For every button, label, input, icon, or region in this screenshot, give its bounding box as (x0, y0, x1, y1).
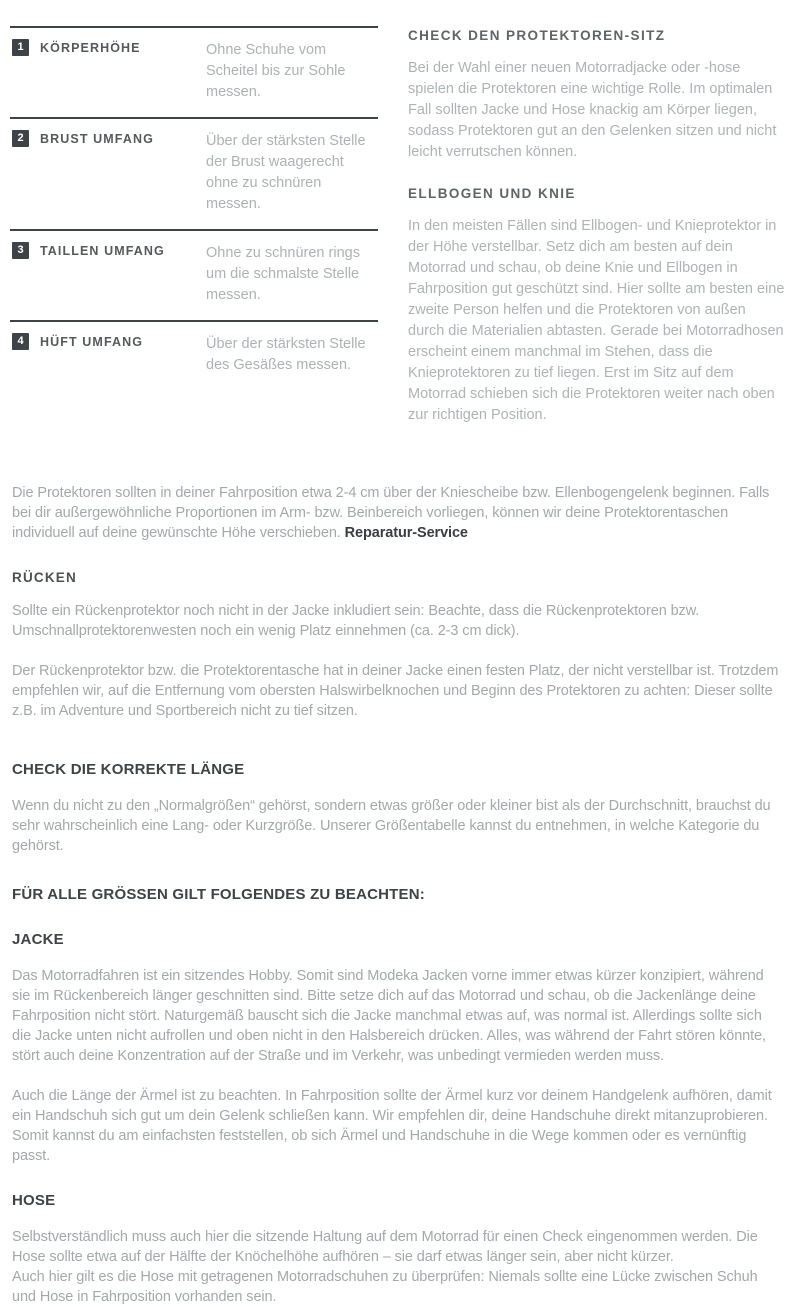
korrekte-laenge-heading: CHECK DIE KORREKTE LÄNGE (12, 761, 245, 778)
ruecken-paragraph-2: Der Rückenprotektor bzw. die Protektorentasche hat in deiner Jacke einen festen Platz, der nicht verstellbar ist. Trotzdem empfehlen wir, auf die Entfernung vom obersten Halswirbelknochen und Beginn des Protektoren zu achten: Dieser sollte z.B. im Adventure und Sportbereich nicht zu tief sitzen. (12, 663, 779, 719)
table-row (10, 229, 378, 320)
row-number-badge: 1 (12, 39, 29, 56)
measure-description: Über der stärksten Stelle der Brust waagerecht ohne zu schnüren messen. (206, 133, 366, 212)
protector-fit-column (408, 26, 786, 449)
table-row (10, 320, 378, 390)
row-number-badge: 2 (12, 130, 29, 147)
table-row (10, 117, 378, 229)
measure-description: Über der stärksten Stelle des Gesäßes messen. (206, 336, 366, 373)
measurement-table (10, 26, 378, 390)
jacke-heading: JACKE (12, 931, 64, 948)
hose-paragraph-line-1: Selbstverständlich muss auch hier die sitzende Haltung auf dem Motorrad für einen Check eingenommen werden. Die Hose sollte etwa auf der Hälfte der Knöchelhöhe aufhören – sie darf etwas länger sein, aber nicht kürzer. (12, 1229, 758, 1265)
protector-sitz-heading: CHECK DEN PROTEKTOREN-SITZ (408, 28, 666, 43)
alle-groessen-heading: FÜR ALLE GRÖSSEN GILT FOLGENDES ZU BEACHTEN: (12, 886, 425, 903)
hose-paragraph (12, 1227, 784, 1307)
measure-label: KÖRPERHÖHE (40, 41, 141, 55)
protector-sitz-paragraph: Bei der Wahl einer neuen Motorradjacke oder -hose spielen die Protektoren eine wichtige Rolle. Im optimalen Fall sollten Jacke und Hose knackig am Körper liegen, sodass Protektoren gut an den Gelenken sitzen und nicht leicht verrutschen können. (408, 60, 777, 160)
reparatur-service-link[interactable]: Reparatur-Service (344, 525, 468, 541)
protector-note-text: Die Protektoren sollten in deiner Fahrposition etwa 2-4 cm über der Kniescheibe bzw. Ellenbogengelenk beginnen. Falls bei dir außergewöhnliche Proportionen im Arm- bzw. Beinbereich vorliegen, können wir deine Protektorentaschen individuell auf deine gewünschte Höhe verschieben. (12, 485, 770, 541)
row-number-badge: 4 (12, 333, 29, 350)
korrekte-laenge-paragraph: Wenn du nicht zu den „Normalgrößen“ gehörst, sondern etwas größer oder kleiner bist als der Durchschnitt, brauchst du sehr wahrscheinlich eine Lang- oder Kurzgröße. Unserer Größentabelle kannst du entnehmen, in welche Kategorie du gehörst. (12, 798, 771, 854)
measure-description: Ohne zu schnüren rings um die schmalste Stelle messen. (206, 245, 360, 303)
jacke-paragraph-2: Auch die Länge der Ärmel ist zu beachten. In Fahrposition sollte der Ärmel kurz vor deinem Handgelenk aufhören, damit ein Handschuh sich gut um dein Gelenk schließen kann. Wir empfehlen dir, deine Handschuhe direkt mitanzuprobieren. Somit kannst du am einfachsten feststellen, ob sich Ärmel und Handschuhe in die Wege kommen oder es vernünftig passt. (12, 1088, 772, 1164)
row-number-badge: 3 (12, 242, 29, 259)
ellbogen-knie-paragraph: In den meisten Fällen sind Ellbogen- und Knieprotektor in der Höhe verstellbar. Setz dich am besten auf dein Motorrad und schau, ob deine Knie und Ellbogen in Fahrposition gut geschützt sind. Hier sollte am besten eine zweite Person helfen und die Protektoren von außen durch die Materialien abtasten. Gerade bei Motorradhosen erscheint einem manchmal im Stehen, dass die Knieprotektoren zu tief liegen. Erst im Sitz auf dem Motorrad schieben sich die Protektoren weiter nach oben zur richtigen Position. (408, 218, 785, 423)
top-area (10, 26, 786, 449)
ruecken-paragraph-1: Sollte ein Rückenprotektor noch nicht in der Jacke inkludiert sein: Beachte, dass die Rückenprotektoren bzw. Umschnallprotektorenwesten noch ein wenig Platz einnehmen (ca. 2-3 cm dick). (12, 603, 700, 639)
body-sections (10, 483, 786, 1307)
jacke-paragraph-1: Das Motorradfahren ist ein sitzendes Hobby. Somit sind Modeka Jacken vorne immer etwas kürzer konzipiert, während sie im Rückenbereich länger geschnitten sind. Bitte setze dich auf das Motorrad und schau, ob die Jackenlänge deine Fahrposition nicht stört. Naturgemäß bauscht sich die Jacke manchmal etwas auf, was normal ist. Allerdings sollte sich die Jacke unten nicht aufrollen und oben nicht in den Halsbereich drücken. Alles, was während der Fahrt stören könnte, stört auch deine Konzentration auf der Straße und im Verkehr, was unbedingt vermieden werden muss. (12, 968, 766, 1064)
ellbogen-knie-heading: ELLBOGEN UND KNIE (408, 186, 576, 201)
measure-label: BRUST UMFANG (40, 132, 154, 146)
hose-heading: HOSE (12, 1192, 56, 1209)
measure-label: HÜFT UMFANG (40, 335, 144, 349)
ruecken-heading: RÜCKEN (12, 570, 77, 585)
measure-description: Ohne Schuhe vom Scheitel bis zur Sohle messen. (206, 42, 346, 100)
table-row (10, 26, 378, 117)
protector-note-paragraph (12, 483, 784, 543)
measure-label: TAILLEN UMFANG (40, 244, 165, 258)
hose-paragraph-line-2: Auch hier gilt es die Hose mit getragenen Motorradschuhen zu überprüfen: Niemals sollte eine Lücke zwischen Schuh und Hose in Fahrposition vorhanden sein. (12, 1269, 758, 1305)
